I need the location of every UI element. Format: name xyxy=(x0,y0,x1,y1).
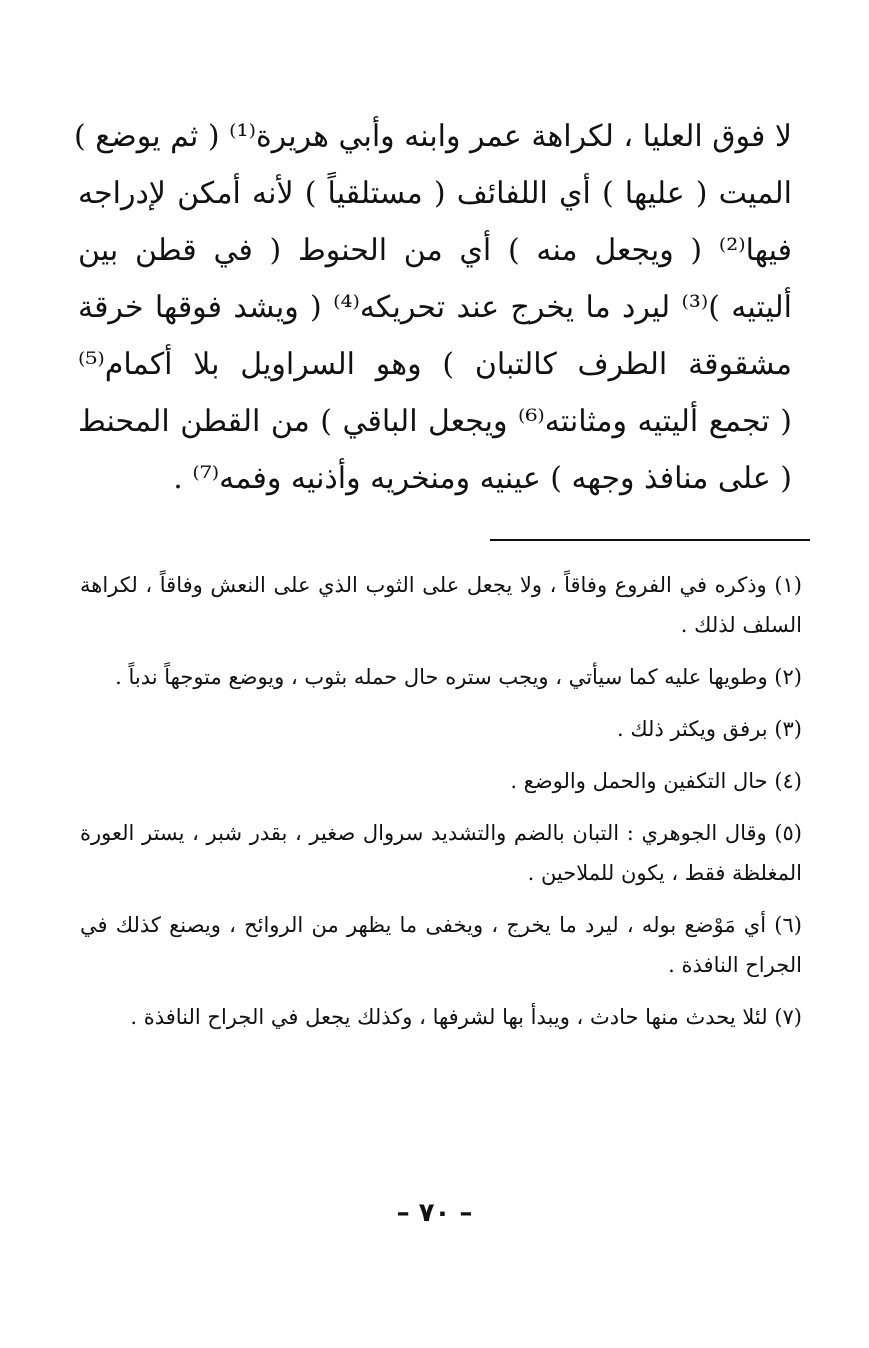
page-number: – ٧٠ – xyxy=(396,1198,473,1228)
footnote-4: (٤) حال التكفين والحمل والوضع . xyxy=(510,769,802,793)
footnote-6: (٦) أي مَوْضع بوله ، ليرد ما يخرج ، ويخفى ما يظهر من الروائح ، ويصنع كذلك في الجراح النافذة . xyxy=(80,913,802,977)
main-text-line: فيها⁽²⁾ ( ويجعل منه ) أي من الحنوط ( في قطن بين xyxy=(78,233,792,268)
footnote-1: (١) وذكره في الفروع وفاقاً ، ولا يجعل على الثوب الذي على النعش وفاقاً ، لكراهة السلف لذلك . xyxy=(80,573,802,637)
footnote-divider xyxy=(490,539,810,541)
main-text-line: أليتيه )⁽³⁾ ليرد ما يخرج عند تحريكه⁽⁴⁾ ( ويشد فوقها خرقة xyxy=(78,290,793,325)
main-text-line: مشقوقة الطرف كالتبان ) وهو السراويل بلا أكمام⁽⁵⁾ xyxy=(78,347,792,382)
main-text-line: الميت ( عليها ) أي اللفائف ( مستلقياً ) لأنه أمكن لإدراجه xyxy=(78,176,792,211)
footnotes xyxy=(80,565,802,1049)
main-text xyxy=(74,108,793,507)
footnote-2: (٢) وطويها عليه كما سيأتي ، ويجب ستره حال حمله بثوب ، ويوضع متوجهاً ندباً . xyxy=(115,665,802,689)
main-text-line: لا فوق العليا ، لكراهة عمر وابنه وأبي هريرة⁽¹⁾ ( ثم يوضع ) xyxy=(74,119,792,154)
footnote-3: (٣) برفق ويكثر ذلك . xyxy=(617,717,802,741)
footnote-7: (٧) لئلا يحدث منها حادث ، ويبدأ بها لشرفها ، وكذلك يجعل في الجراح النافذة . xyxy=(130,1005,802,1029)
main-text-line: ( تجمع أليتيه ومثانته⁽⁶⁾ ويجعل الباقي ) من القطن المحنط xyxy=(78,404,792,439)
footnote-5: (٥) وقال الجوهري : التبان بالضم والتشديد سروال صغير ، بقدر شبر ، يستر العورة المغلظة فقط ، يكون للملاحين . xyxy=(80,821,802,885)
main-text-line: ( على منافذ وجهه ) عينيه ومنخريه وأذنيه وفمه⁽⁷⁾ . xyxy=(173,461,792,496)
